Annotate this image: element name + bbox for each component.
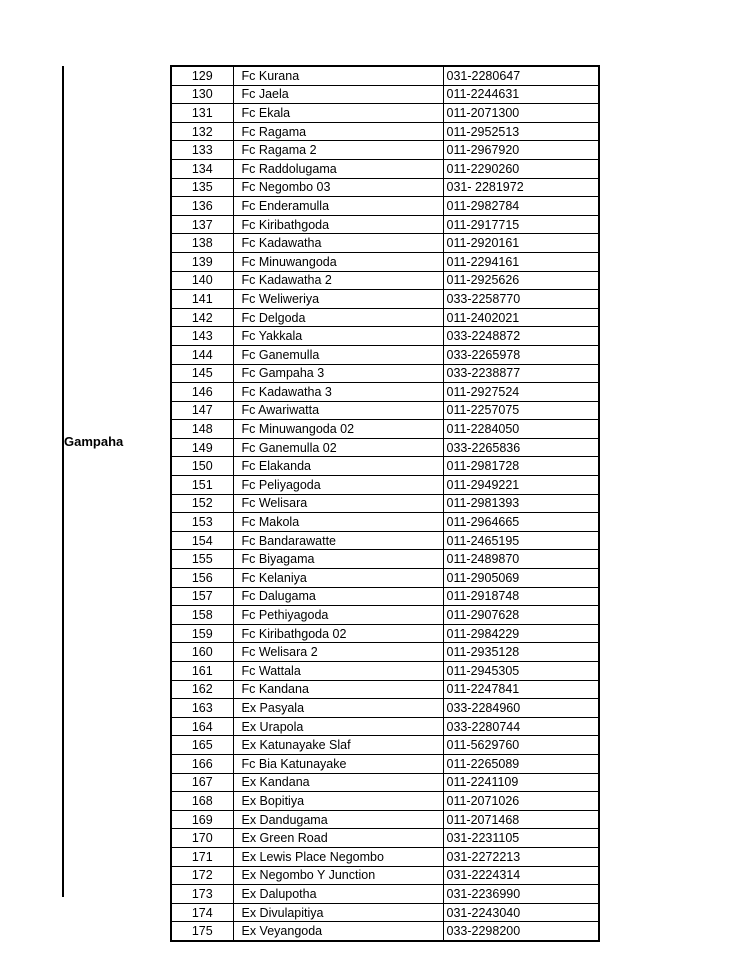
row-number: 175	[171, 922, 233, 941]
phone-number: 031-2280647	[443, 66, 599, 85]
phone-number: 011-2071468	[443, 810, 599, 829]
table-row	[171, 85, 599, 104]
table-row	[171, 234, 599, 253]
row-number: 163	[171, 699, 233, 718]
phone-number: 011-2935128	[443, 643, 599, 662]
region-column-rule	[62, 66, 64, 897]
phone-number: 031-2243040	[443, 903, 599, 922]
branch-name: Fc Wattala	[233, 662, 443, 681]
branch-name: Ex Divulapitiya	[233, 903, 443, 922]
branch-name: Ex Urapola	[233, 717, 443, 736]
phone-number: 011-2402021	[443, 308, 599, 327]
row-number: 130	[171, 85, 233, 104]
phone-number: 011-2265089	[443, 754, 599, 773]
branch-name: Fc Jaela	[233, 85, 443, 104]
row-number: 140	[171, 271, 233, 290]
branch-name: Ex Lewis Place Negombo	[233, 847, 443, 866]
branch-name: Fc Kiribathgoda 02	[233, 624, 443, 643]
row-number: 170	[171, 829, 233, 848]
phone-number: 011-2945305	[443, 662, 599, 681]
phone-number: 011-2284050	[443, 420, 599, 439]
branch-name: Fc Minuwangoda	[233, 252, 443, 271]
branch-name: Fc Weliweriya	[233, 290, 443, 309]
table-row	[171, 513, 599, 532]
branch-name: Fc Ekala	[233, 104, 443, 123]
phone-number: 011-2927524	[443, 383, 599, 402]
row-number: 135	[171, 178, 233, 197]
branch-name: Fc Elakanda	[233, 457, 443, 476]
table-row	[171, 308, 599, 327]
branch-name: Ex Veyangoda	[233, 922, 443, 941]
phone-number: 031- 2281972	[443, 178, 599, 197]
phone-number: 011-2489870	[443, 550, 599, 569]
table-row	[171, 438, 599, 457]
phone-number: 011-2241109	[443, 773, 599, 792]
row-number: 158	[171, 606, 233, 625]
row-number: 142	[171, 308, 233, 327]
branch-name: Fc Ragama	[233, 122, 443, 141]
branch-name: Fc Awariwatta	[233, 401, 443, 420]
row-number: 157	[171, 587, 233, 606]
branch-name: Fc Bia Katunayake	[233, 754, 443, 773]
table-row	[171, 699, 599, 718]
row-number: 136	[171, 197, 233, 216]
branch-name: Fc Negombo 03	[233, 178, 443, 197]
row-number: 131	[171, 104, 233, 123]
branch-name: Ex Negombo Y Junction	[233, 866, 443, 885]
table-row	[171, 271, 599, 290]
table-row	[171, 290, 599, 309]
phone-number: 011-2294161	[443, 252, 599, 271]
row-number: 150	[171, 457, 233, 476]
table-row	[171, 643, 599, 662]
branch-name: Fc Raddolugama	[233, 159, 443, 178]
table-row	[171, 662, 599, 681]
phone-number: 011-2981728	[443, 457, 599, 476]
phone-number: 011-5629760	[443, 736, 599, 755]
table-row	[171, 104, 599, 123]
phone-number: 011-2465195	[443, 531, 599, 550]
row-number: 151	[171, 476, 233, 495]
branch-name: Fc Ragama 2	[233, 141, 443, 160]
table-row	[171, 810, 599, 829]
row-number: 152	[171, 494, 233, 513]
table-body	[171, 66, 599, 941]
table-row	[171, 792, 599, 811]
branch-name: Fc Gampaha 3	[233, 364, 443, 383]
phone-number: 011-2905069	[443, 569, 599, 588]
branch-name: Fc Makola	[233, 513, 443, 532]
row-number: 146	[171, 383, 233, 402]
row-number: 169	[171, 810, 233, 829]
phone-number: 011-2984229	[443, 624, 599, 643]
row-number: 149	[171, 438, 233, 457]
row-number: 155	[171, 550, 233, 569]
row-number: 144	[171, 345, 233, 364]
row-number: 166	[171, 754, 233, 773]
table-row	[171, 178, 599, 197]
branch-directory-table	[170, 65, 600, 942]
row-number: 159	[171, 624, 233, 643]
branch-name: Fc Minuwangoda 02	[233, 420, 443, 439]
row-number: 171	[171, 847, 233, 866]
row-number: 132	[171, 122, 233, 141]
table-row	[171, 457, 599, 476]
table-row	[171, 680, 599, 699]
row-number: 139	[171, 252, 233, 271]
row-number: 129	[171, 66, 233, 85]
table-row	[171, 383, 599, 402]
phone-number: 033-2258770	[443, 290, 599, 309]
row-number: 164	[171, 717, 233, 736]
table-row	[171, 122, 599, 141]
row-number: 167	[171, 773, 233, 792]
phone-number: 011-2964665	[443, 513, 599, 532]
phone-number: 011-2949221	[443, 476, 599, 495]
phone-number: 031-2272213	[443, 847, 599, 866]
phone-number: 011-2907628	[443, 606, 599, 625]
phone-number: 033-2298200	[443, 922, 599, 941]
table-row	[171, 773, 599, 792]
phone-number: 031-2231105	[443, 829, 599, 848]
phone-number: 033-2265836	[443, 438, 599, 457]
row-number: 165	[171, 736, 233, 755]
row-number: 161	[171, 662, 233, 681]
branch-name: Fc Enderamulla	[233, 197, 443, 216]
region-label: Gampaha	[64, 434, 124, 449]
table-row	[171, 66, 599, 85]
table-row	[171, 624, 599, 643]
table-row	[171, 829, 599, 848]
phone-number: 011-2917715	[443, 215, 599, 234]
table-row	[171, 569, 599, 588]
phone-number: 033-2238877	[443, 364, 599, 383]
table-row	[171, 215, 599, 234]
branch-name: Fc Kiribathgoda	[233, 215, 443, 234]
row-number: 138	[171, 234, 233, 253]
table-row	[171, 903, 599, 922]
branch-name: Fc Kelaniya	[233, 569, 443, 588]
phone-number: 011-2982784	[443, 197, 599, 216]
table-row	[171, 159, 599, 178]
branch-name: Ex Katunayake Slaf	[233, 736, 443, 755]
row-number: 168	[171, 792, 233, 811]
row-number: 148	[171, 420, 233, 439]
branch-name: Fc Peliyagoda	[233, 476, 443, 495]
row-number: 174	[171, 903, 233, 922]
branch-name: Ex Bopitiya	[233, 792, 443, 811]
row-number: 154	[171, 531, 233, 550]
table-row	[171, 197, 599, 216]
phone-number: 011-2952513	[443, 122, 599, 141]
phone-number: 033-2280744	[443, 717, 599, 736]
branch-name: Ex Green Road	[233, 829, 443, 848]
phone-number: 031-2224314	[443, 866, 599, 885]
table-row	[171, 345, 599, 364]
branch-name: Fc Kadawatha	[233, 234, 443, 253]
branch-name: Ex Kandana	[233, 773, 443, 792]
table-row	[171, 550, 599, 569]
row-number: 156	[171, 569, 233, 588]
branch-name: Ex Pasyala	[233, 699, 443, 718]
table-row	[171, 420, 599, 439]
phone-number: 011-2071300	[443, 104, 599, 123]
branch-name: Fc Ganemulla	[233, 345, 443, 364]
branch-name: Fc Biyagama	[233, 550, 443, 569]
branch-name: Fc Ganemulla 02	[233, 438, 443, 457]
table-row	[171, 327, 599, 346]
phone-number: 011-2247841	[443, 680, 599, 699]
row-number: 172	[171, 866, 233, 885]
row-number: 133	[171, 141, 233, 160]
branch-name: Fc Welisara 2	[233, 643, 443, 662]
phone-number: 011-2925626	[443, 271, 599, 290]
row-number: 137	[171, 215, 233, 234]
table-row	[171, 922, 599, 941]
row-number: 143	[171, 327, 233, 346]
phone-number: 011-2257075	[443, 401, 599, 420]
branch-name: Fc Kadawatha 3	[233, 383, 443, 402]
table-row	[171, 885, 599, 904]
branch-name: Fc Kandana	[233, 680, 443, 699]
table-row	[171, 754, 599, 773]
branch-name: Ex Dandugama	[233, 810, 443, 829]
row-number: 160	[171, 643, 233, 662]
table-row	[171, 494, 599, 513]
row-number: 153	[171, 513, 233, 532]
table-row	[171, 364, 599, 383]
phone-number: 033-2248872	[443, 327, 599, 346]
branch-name: Fc Kadawatha 2	[233, 271, 443, 290]
branch-name: Fc Bandarawatte	[233, 531, 443, 550]
row-number: 173	[171, 885, 233, 904]
table-row	[171, 401, 599, 420]
phone-number: 033-2284960	[443, 699, 599, 718]
branch-name: Fc Pethiyagoda	[233, 606, 443, 625]
table-row	[171, 866, 599, 885]
branch-name: Fc Kurana	[233, 66, 443, 85]
table-row	[171, 606, 599, 625]
table-row	[171, 141, 599, 160]
phone-number: 011-2967920	[443, 141, 599, 160]
phone-number: 011-2244631	[443, 85, 599, 104]
table-row	[171, 847, 599, 866]
branch-name: Fc Dalugama	[233, 587, 443, 606]
row-number: 145	[171, 364, 233, 383]
phone-number: 033-2265978	[443, 345, 599, 364]
row-number: 147	[171, 401, 233, 420]
branch-name: Fc Delgoda	[233, 308, 443, 327]
table-row	[171, 531, 599, 550]
phone-number: 031-2236990	[443, 885, 599, 904]
branch-name: Ex Dalupotha	[233, 885, 443, 904]
table-row	[171, 252, 599, 271]
phone-number: 011-2920161	[443, 234, 599, 253]
branch-name: Fc Welisara	[233, 494, 443, 513]
phone-number: 011-2918748	[443, 587, 599, 606]
row-number: 141	[171, 290, 233, 309]
phone-number: 011-2290260	[443, 159, 599, 178]
phone-number: 011-2071026	[443, 792, 599, 811]
table-row	[171, 717, 599, 736]
table-row	[171, 476, 599, 495]
table-row	[171, 587, 599, 606]
row-number: 162	[171, 680, 233, 699]
phone-number: 011-2981393	[443, 494, 599, 513]
table-row	[171, 736, 599, 755]
row-number: 134	[171, 159, 233, 178]
branch-name: Fc Yakkala	[233, 327, 443, 346]
